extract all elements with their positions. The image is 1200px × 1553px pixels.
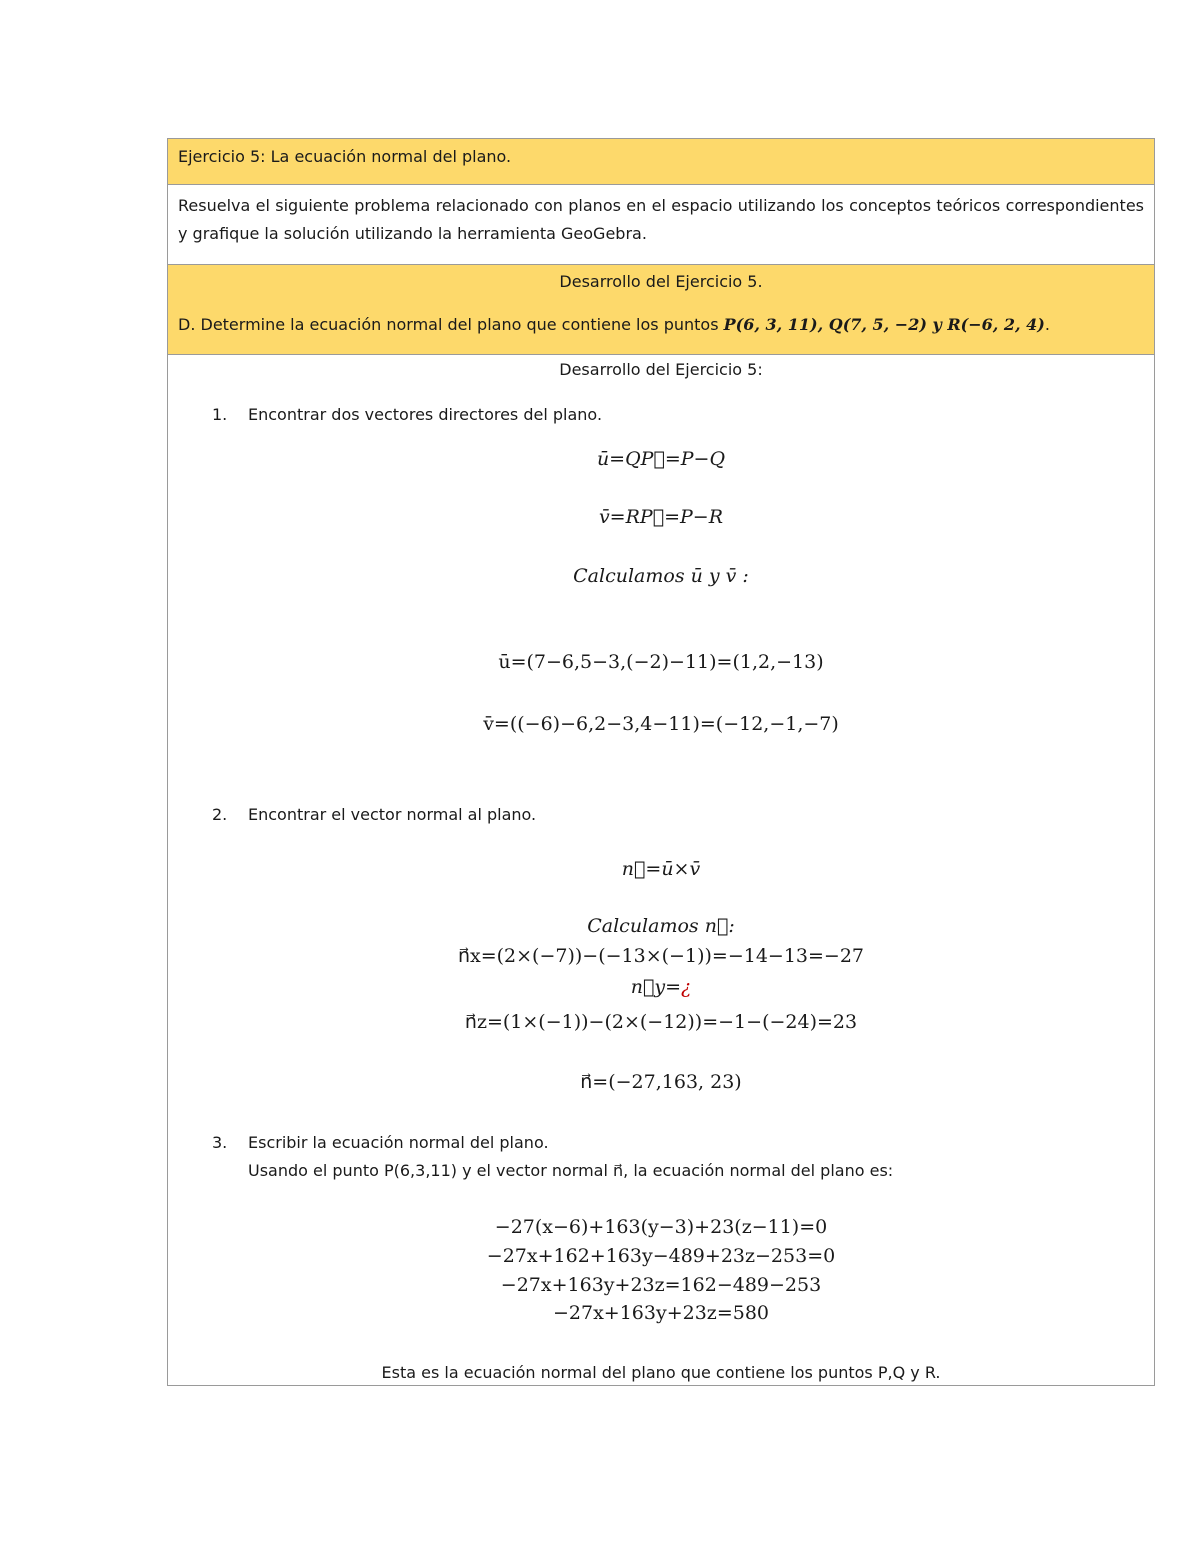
equation-ny [168,976,1154,998]
step-3 [212,1133,549,1152]
calculate-n-label: Calculamos n⃗: [587,915,735,937]
calculate-uv-label: Calculamos ū y v̄ : [573,565,749,587]
plane-equation-3: −27x+163y+23z=162−489−253 [500,1274,822,1296]
step-3-detail: Usando el punto P(6,3,11) y el vector normal n⃗, la ecuación normal del plano es: [248,1161,894,1180]
development-header-row [168,265,1154,355]
development-heading: Desarrollo del Ejercicio 5. [559,272,763,291]
equation-n-value: n⃗=(−27,163, 23) [580,1071,742,1093]
task-suffix: . [1044,315,1050,334]
instructions-text: Resuelva el siguiente problema relacionado con planos en el espacio utilizando los conceptos teóricos correspondientes y grafique la solución utilizando la herramienta GeoGebra. [178,196,1144,243]
task-statement [178,314,1144,336]
step-1 [212,405,602,424]
equation-nz: n⃗z=(1×(−1))−(2×(−12))=−1−(−24)=23 [464,1011,858,1033]
instructions-row [168,185,1154,265]
step-1-text: Encontrar dos vectores directores del plano. [248,405,603,424]
exercise-header-row [168,139,1154,185]
plane-equation-4: −27x+163y+23z=580 [552,1302,770,1324]
step-3-text: Escribir la ecuación normal del plano. [248,1133,549,1152]
equation-ny-value: ¿ [681,976,692,998]
exercise-table [167,138,1155,1386]
exercise-header: Ejercicio 5: La ecuación normal del plano. [178,147,512,166]
equation-ny-label: n⃗y= [630,976,682,998]
plane-equation-2: −27x+162+163y−489+23z−253=0 [486,1245,836,1267]
step-1-number: 1. [212,405,228,424]
task-points: P(6, 3, 11), Q(7, 5, −2) y R(−6, 2, 4) [723,315,1045,334]
solution-row [168,355,1154,1385]
conclusion-text: Esta es la ecuación normal del plano que contiene los puntos P,Q y R. [381,1363,941,1382]
equation-v-definition: v̄=RP⃗=P−R [598,506,724,528]
step-2 [212,805,536,824]
plane-equation-1: −27(x−6)+163(y−3)+23(z−11)=0 [494,1216,828,1238]
task-prefix: D. Determine la ecuación normal del plano que contiene los puntos [178,315,719,334]
solution-heading: Desarrollo del Ejercicio 5: [559,360,763,379]
equation-nx: n⃗x=(2×(−7))−(−13×(−1))=−14−13=−27 [457,945,865,967]
step-3-number: 3. [212,1133,228,1152]
equation-u-value: ū=(7−6,5−3,(−2)−11)=(1,2,−13) [498,651,824,673]
equation-u-definition: ū=QP⃗=P−Q [596,448,726,470]
equation-n-definition: n⃗=ū×v̄ [621,858,701,880]
equation-v-value: v̄=((−6)−6,2−3,4−11)=(−12,−1,−7) [483,713,839,735]
step-2-text: Encontrar el vector normal al plano. [248,805,537,824]
step-2-number: 2. [212,805,228,824]
